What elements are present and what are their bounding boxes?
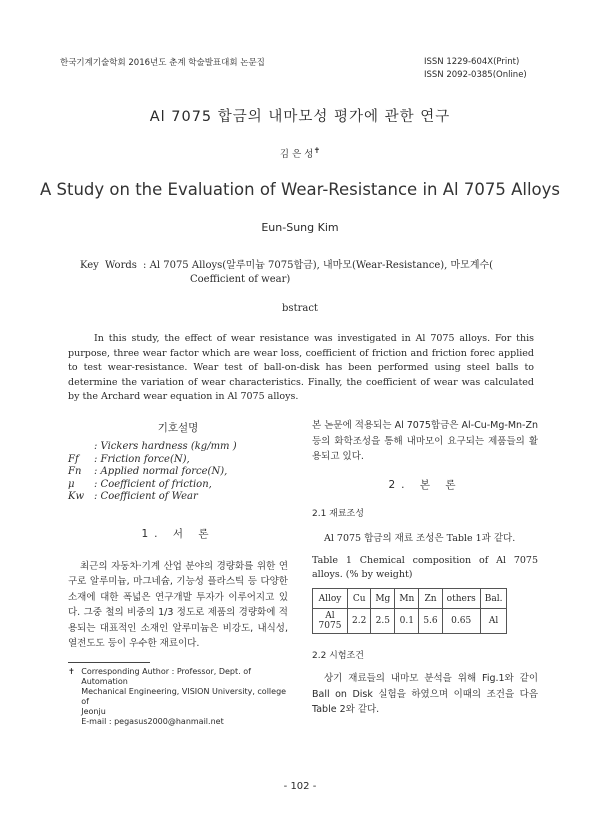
title-korean: Al 7075 합금의 내마모성 평가에 관한 연구 <box>149 109 451 125</box>
symbol-desc: : Vickers hardness (kg/mm ) <box>94 441 237 452</box>
author-korean <box>0 146 600 160</box>
table-header: Mn <box>395 589 419 609</box>
table-header: Zn <box>419 589 442 609</box>
keywords-label: Key Words : <box>80 260 147 271</box>
right-intro: 본 논문에 적용되는 Al 7075합금은 Al-Cu-Mg-Mn-Zn 등의 화학조성을 통해 내마모이 요구되는 제품들의 활용되고 있다. <box>312 420 538 462</box>
footnote-line3: Jeonju <box>81 706 106 716</box>
section1-heading: 1. 서 론 <box>141 527 215 540</box>
table-cell: 0.1 <box>395 609 419 634</box>
footnote-line1: Corresponding Author : Professor, Dept. of Automation <box>81 666 251 686</box>
abstract <box>68 332 534 405</box>
section1-text: 최근의 자동차·기계 산업 분야의 경량화를 위한 연구로 알루미늄, 마그네슘, 기능성 플라스틱 등 다양한 소재에 대한 폭넓은 연구개발 투자가 이루어지고 있다. 그중 철의 비중의 1/3 정도로 제품의 경량화에 적용되는 대표적인 소재인 알루미늄은 비강도, 내식성, 열전도도 등이 우수한 재료이다. <box>68 560 288 649</box>
issn-block <box>424 56 527 82</box>
symbol-row <box>68 491 288 504</box>
symbol-desc: : Coefficient of Wear <box>94 491 198 502</box>
footnote <box>68 667 288 727</box>
table-header: Bal. <box>480 589 507 609</box>
symbol-row <box>68 466 288 479</box>
symbol-desc: : Friction force(N), <box>94 453 190 465</box>
section2-2-text: 상기 재료들의 내마모 분석을 위해 Fig.1와 같이 Ball on Disk 실험을 하였으며 이때의 조건을 다음 Table 2와 같다. <box>312 673 538 715</box>
footnote-divider <box>68 662 150 663</box>
symbols-title: 기호설명 <box>157 422 199 434</box>
table-header: Mg <box>371 589 395 609</box>
issn-online: ISSN 2092-0385(Online) <box>424 70 527 80</box>
author-korean-name: 김 은 성 <box>279 149 314 161</box>
corresponding-mark: ✝ <box>313 146 321 155</box>
keywords-line1: Al 7075 Alloys(알루미늄 7075합금), 내마모(Wear-Resistance), 마모계수( <box>149 260 494 271</box>
symbol-desc: : Applied normal force(N), <box>94 466 228 477</box>
author-english: Eun-Sung Kim <box>261 221 339 234</box>
left-column <box>68 418 288 727</box>
table-cell: 2.2 <box>348 609 371 634</box>
conference-header: 한국기계기술학회 2016년도 춘계 학술발표대회 논문집 <box>60 58 265 68</box>
symbols-list <box>68 441 288 504</box>
symbol-row <box>68 441 288 454</box>
symbol <box>68 441 94 454</box>
symbol-desc: : Coefficient of friction, <box>94 478 212 490</box>
table-header: Alloy <box>313 589 348 609</box>
table-header: others <box>442 589 480 609</box>
symbol-row <box>68 454 288 467</box>
keywords <box>80 259 550 287</box>
table-cell: 5.6 <box>419 609 442 634</box>
footnote-line2: Mechanical Engineering, VISION University, college of <box>81 686 287 706</box>
abstract-heading: bstract <box>282 303 318 314</box>
title-english: A Study on the Evaluation of Wear-Resistance in Al 7075 Alloys <box>40 180 560 199</box>
table-cell: Al 7075 <box>313 609 348 634</box>
table-row <box>313 609 507 634</box>
composition-table <box>312 588 507 634</box>
footnote-mark: ✝ <box>68 666 75 676</box>
table1-caption: Table 1 Chemical composition of Al 7075 alloys. (% by weight) <box>312 555 538 580</box>
page-number: - 102 - <box>283 781 317 792</box>
table-cell: 2.5 <box>371 609 395 634</box>
section2-1-text: Al 7075 합금의 재료 조성은 Table 1과 같다. <box>324 532 516 544</box>
footnote-email: E-mail : pegasus2000@hanmail.net <box>81 716 224 726</box>
section2-heading: 2. 본 론 <box>388 478 462 491</box>
symbol: Kw <box>68 491 85 502</box>
table-header: Cu <box>348 589 371 609</box>
issn-print: ISSN 1229-604X(Print) <box>424 57 520 67</box>
table-cell: 0.65 <box>442 609 480 634</box>
subsection-2-1: 2.1 재료조성 <box>312 508 364 519</box>
symbol: Fn <box>68 466 82 477</box>
table-cell: Al <box>480 609 507 634</box>
subsection-2-2: 2.2 시험조건 <box>312 651 364 661</box>
abstract-text: In this study, the effect of wear resistance was investigated in Al 7075 alloys. For this purpose, three wear factor which are wear loss, coefficient of friction and friction forec applied to test wear-resistance. Wear test of ball-on-disk has been performed using steel balls to determine the variation of wear characteristics. Finally, the coefficient of wear was calculated by the Archard wear equation in Al 7075 alloys. <box>68 333 534 402</box>
symbol: Ff <box>68 453 79 465</box>
symbol-row <box>68 479 288 492</box>
right-column <box>312 418 538 718</box>
symbol: μ <box>68 478 75 490</box>
keywords-line2: Coefficient of wear) <box>190 274 291 285</box>
table-header-row <box>313 589 507 609</box>
